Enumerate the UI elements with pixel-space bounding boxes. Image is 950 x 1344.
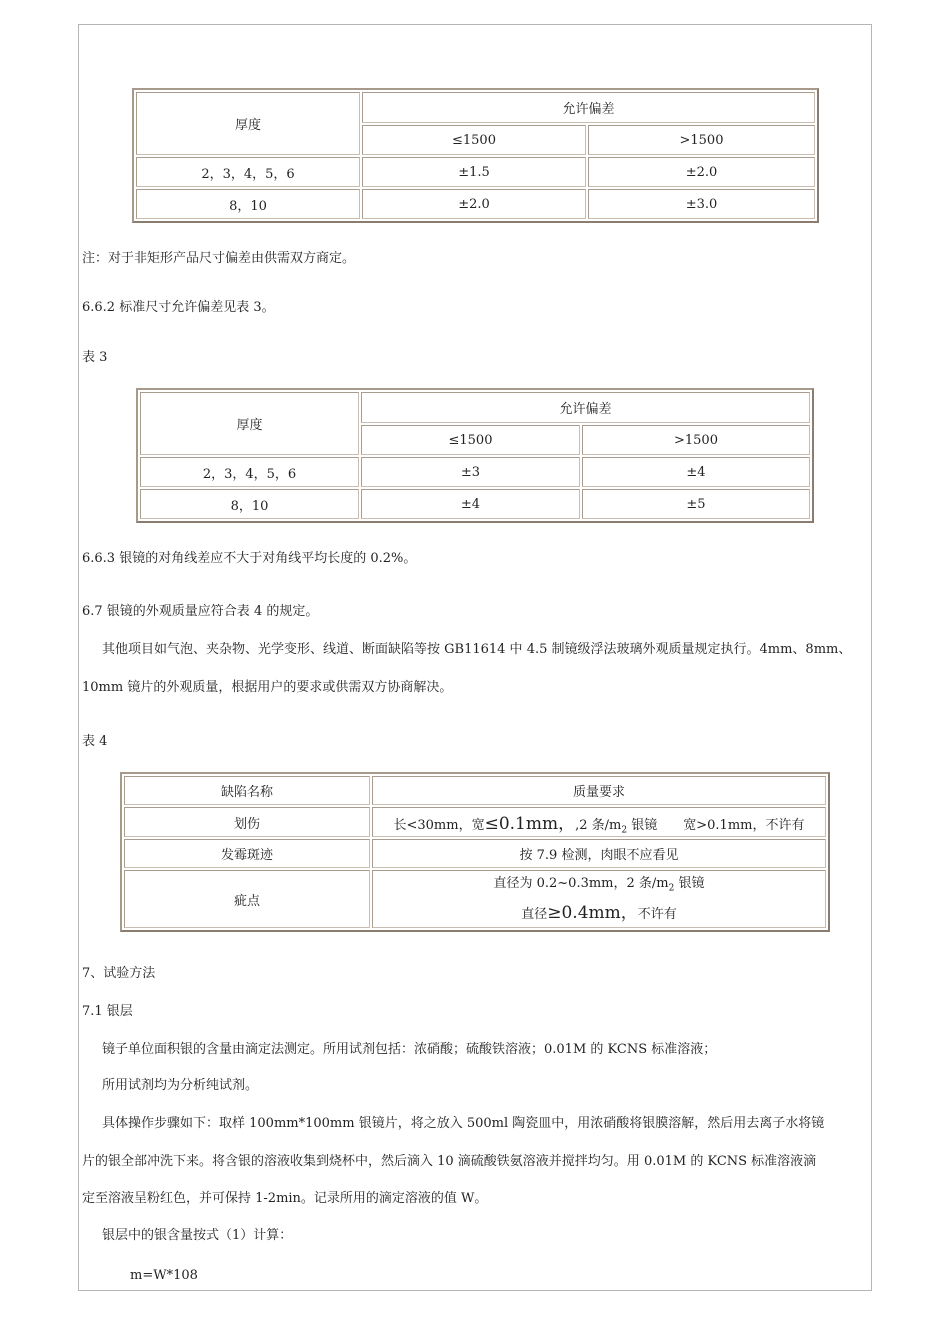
requirement-text: 宽>0.1mm，不许有 <box>683 817 805 833</box>
requirement-line: 直径≥0.4mm，不许有 <box>521 902 677 923</box>
table2-sub-le: ≤1500 <box>362 125 586 155</box>
section-7-1: 7.1 银层 <box>82 1004 133 1019</box>
table3-header-tolerance: 允许偏差 <box>361 392 810 423</box>
table4-cell-requirement <box>372 807 826 836</box>
paragraph-6-7-line1: 其他项目如气泡、夹杂物、光学变形、线道、断面缺陷等按 GB11614 中 4.5 制镜级浮法玻璃外观质量规定执行。4mm、8mm、 <box>102 642 852 657</box>
table4-cell-requirement: 按 7.9 检测，肉眼不应看见 <box>372 839 826 868</box>
table3-cell-le: ±4 <box>361 489 580 519</box>
requirement-text: ≤0.1mm， <box>484 813 576 834</box>
table3-cell-le: ±3 <box>361 457 580 487</box>
requirement-text: ,2 条/m <box>575 817 622 833</box>
paragraph-calc: 银层中的银含量按式（1）计算： <box>102 1228 293 1243</box>
table3-cell-gt: ±5 <box>582 489 810 519</box>
requirement-line: 直径为 0.2~0.3mm，2 条$/m_2$ 银镜 <box>493 875 705 894</box>
table2-cell-thickness: 8，10 <box>136 189 360 219</box>
table-row <box>136 189 815 219</box>
requirement-text: 银镜 <box>627 817 658 833</box>
table4-cell-requirement <box>372 870 826 928</box>
table2-cell-le: ±2.0 <box>362 189 586 219</box>
table-4 <box>120 772 830 932</box>
paragraph-analytical: 所用试剂均为分析纯试剂。 <box>102 1078 259 1093</box>
table3-sub-le: ≤1500 <box>361 425 580 455</box>
table-row <box>124 807 826 836</box>
table-row <box>136 157 815 187</box>
table2-cell-thickness: 2，3，4，5，6 <box>136 157 360 187</box>
table-row <box>124 870 826 928</box>
table-row <box>140 489 810 519</box>
table4-cell-name: 发霉斑迹 <box>124 839 370 868</box>
paragraph-procedure-line3: 定至溶液呈粉红色，并可保持 1-2min。记录所用的滴定溶液的值 W。 <box>82 1191 488 1206</box>
paragraph-reagents: 镜子单位面积银的含量由滴定法测定。所用试剂包括：浓硝酸；硫酸铁溶液；0.01M 的 KCNS 标准溶液； <box>102 1042 717 1057</box>
table-row <box>140 457 810 487</box>
section-7: 7、试验方法 <box>82 966 156 981</box>
table4-header-requirement: 质量要求 <box>372 776 826 805</box>
section-6-7: 6.7 银镜的外观质量应符合表 4 的规定。 <box>82 604 319 619</box>
section-6-6-3: 6.6.3 银镜的对角线差应不大于对角线平均长度的 0.2%。 <box>82 551 417 566</box>
superscript: 2 <box>621 825 628 836</box>
table3-sub-gt: >1500 <box>582 425 810 455</box>
table4-cell-name: 疵点 <box>124 870 370 928</box>
table2-cell-le: ±1.5 <box>362 157 586 187</box>
table3-cell-thickness: 8，10 <box>140 489 359 519</box>
note-text: 注：对于非矩形产品尺寸偏差由供需双方商定。 <box>82 251 356 266</box>
table3-cell-thickness: 2，3，4，5，6 <box>140 457 359 487</box>
table4-cell-name: 划伤 <box>124 807 370 836</box>
table-row <box>124 839 826 868</box>
table3-cell-gt: ±4 <box>582 457 810 487</box>
section-6-6-2: 6.6.2 标准尺寸允许偏差见表 3。 <box>82 300 275 315</box>
table4-label: 表 4 <box>82 734 108 749</box>
table3-header-thickness: 厚度 <box>140 392 359 455</box>
table-2 <box>132 88 819 223</box>
table2-sub-gt: >1500 <box>588 125 815 155</box>
superscript: 2 <box>668 883 675 894</box>
table4-header-defect: 缺陷名称 <box>124 776 370 805</box>
table3-label: 表 3 <box>82 350 108 365</box>
table-3 <box>136 388 814 523</box>
table2-header-tolerance: 允许偏差 <box>362 92 815 123</box>
paragraph-procedure-line2: 片的银全部冲洗下来。将含银的溶液收集到烧杯中，然后滴入 10 滴硫酸铁氨溶液并搅拌均匀。用 0.01M 的 KCNS 标准溶液滴 <box>82 1154 817 1169</box>
table2-cell-gt: ±3.0 <box>588 189 815 219</box>
table2-cell-gt: ±2.0 <box>588 157 815 187</box>
formula: m=W*108 <box>130 1268 198 1283</box>
paragraph-procedure-line1: 具体操作步骤如下：取样 100mm*100mm 银镜片，将之放入 500ml 陶瓷皿中，用浓硝酸将银膜溶解，然后用去离子水将镜 <box>102 1116 825 1131</box>
table2-header-thickness: 厚度 <box>136 92 360 155</box>
paragraph-6-7-line2: 10mm 镜片的外观质量，根据用户的要求或供需双方协商解决。 <box>82 680 453 695</box>
requirement-text: 长<30mm，宽 <box>393 817 485 833</box>
